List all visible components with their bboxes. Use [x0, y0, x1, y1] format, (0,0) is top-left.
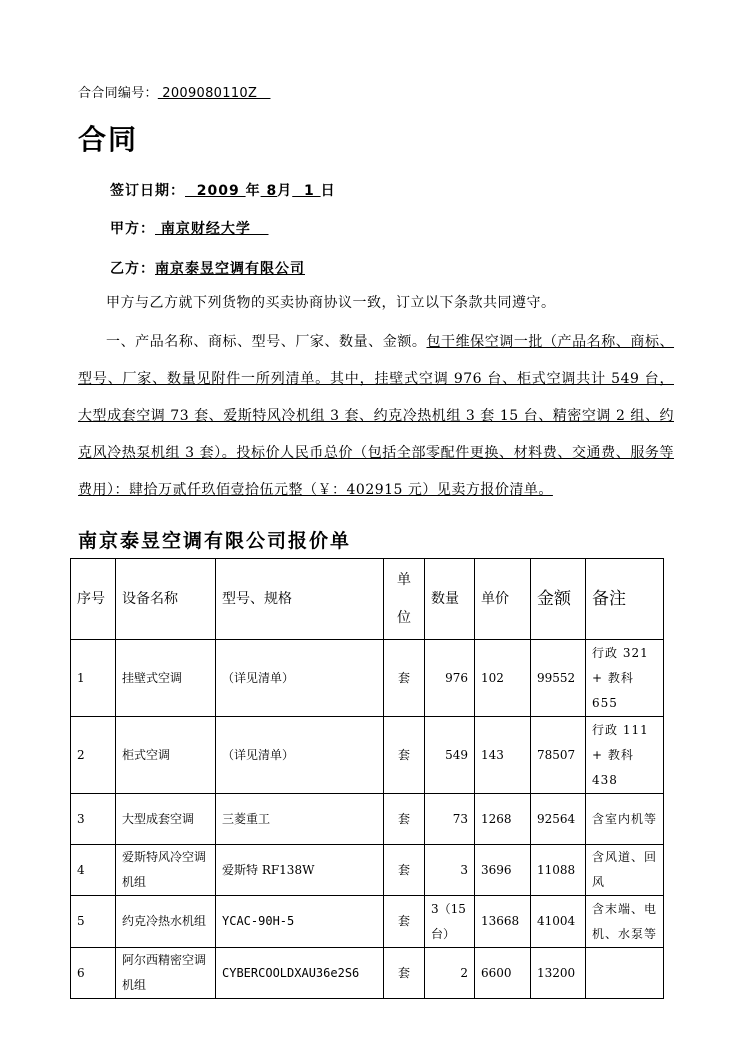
- table-row: [71, 717, 664, 794]
- table-row: [71, 794, 664, 845]
- header-name: 设备名称: [116, 559, 216, 640]
- row-no: 5: [71, 896, 116, 948]
- header-model: 型号、规格: [216, 559, 384, 640]
- row-no: 1: [71, 640, 116, 717]
- sign-date-day-unit: 日: [320, 183, 336, 199]
- header-no: 序号: [71, 559, 116, 640]
- intro-paragraph: 甲方与乙方就下列货物的买卖协商协议一致，订立以下条款共同遵守。: [106, 295, 556, 311]
- party-b-value: 南京泰昱空调有限公司: [155, 261, 305, 277]
- header-amount: 金额: [531, 559, 586, 640]
- row-unit: 套: [384, 794, 425, 845]
- row-note: 行政 111 + 教科 438: [586, 717, 664, 794]
- party-b: [110, 258, 305, 278]
- quote-table: [70, 558, 664, 999]
- row-name: 柜式空调: [116, 717, 216, 794]
- party-a-label: 甲方：: [110, 221, 155, 237]
- row-unit: 套: [384, 845, 425, 896]
- sign-date-year: 2009: [185, 183, 246, 199]
- header-price: 单价: [475, 559, 531, 640]
- header-unit-a: 单: [397, 572, 411, 588]
- row-model: （详见清单）: [216, 717, 384, 794]
- header-unit: [384, 559, 425, 640]
- row-amount: 11088: [531, 845, 586, 896]
- contract-number-label: 合合同编号：: [78, 86, 158, 101]
- row-name: 大型成套空调: [116, 794, 216, 845]
- row-note: 含风道、回风: [586, 845, 664, 896]
- row-price: 6600: [475, 948, 531, 999]
- row-name: 约克冷热水机组: [116, 896, 216, 948]
- header-qty: 数量: [425, 559, 475, 640]
- quote-title: 南京泰昱空调有限公司报价单: [78, 530, 352, 552]
- row-no: 3: [71, 794, 116, 845]
- row-price: 13668: [475, 896, 531, 948]
- row-unit: 套: [384, 640, 425, 717]
- sign-date-year-unit: 年: [245, 183, 261, 199]
- row-note: 含室内机等: [586, 794, 664, 845]
- row-model: 爱斯特 RF138W: [216, 845, 384, 896]
- row-amount: 41004: [531, 896, 586, 948]
- table-header-row: [71, 559, 664, 640]
- header-note: 备注: [586, 559, 664, 640]
- row-name: 挂壁式空调: [116, 640, 216, 717]
- sign-date: [110, 180, 336, 200]
- sign-date-month-unit: 月: [277, 183, 293, 199]
- row-note: 含末端、电机、水泵等: [586, 896, 664, 948]
- row-price: 3696: [475, 845, 531, 896]
- row-model: YCAC-90H-5: [216, 896, 384, 948]
- row-note: [586, 948, 664, 999]
- table-row: [71, 640, 664, 717]
- header-unit-b: 位: [397, 610, 411, 626]
- row-price: 1268: [475, 794, 531, 845]
- row-no: 2: [71, 717, 116, 794]
- row-unit: 套: [384, 717, 425, 794]
- row-amount: 92564: [531, 794, 586, 845]
- row-no: 4: [71, 845, 116, 896]
- sign-date-label: 签订日期：: [110, 183, 185, 199]
- table-row: [71, 896, 664, 948]
- sign-date-day: 1: [292, 183, 321, 199]
- contract-number-value: 2009080110Z: [157, 86, 271, 101]
- row-name: 阿尔西精密空调机组: [116, 948, 216, 999]
- row-unit: 套: [384, 948, 425, 999]
- row-price: 102: [475, 640, 531, 717]
- contract-number: [78, 82, 270, 101]
- sign-date-month: 8: [260, 183, 278, 199]
- row-amount: 78507: [531, 717, 586, 794]
- clause-1-lead: 一、产品名称、商标、型号、厂家、数量、金额。: [106, 334, 427, 350]
- row-note: 行政 321 + 教科 655: [586, 640, 664, 717]
- table-row: [71, 845, 664, 896]
- party-b-label: 乙方：: [110, 261, 155, 277]
- party-a-value: 南京财经大学: [155, 221, 269, 237]
- row-qty: 549: [425, 717, 475, 794]
- row-qty: 73: [425, 794, 475, 845]
- row-model: CYBERCOOLDXAU36e2S6: [216, 948, 384, 999]
- row-model: （详见清单）: [216, 640, 384, 717]
- clause-1: [78, 324, 674, 509]
- row-qty: 2: [425, 948, 475, 999]
- clause-1-body: 包干维保空调一批（产品名称、商标、型号、厂家、数量见附件一所列清单。其中，挂壁式空调 976 台、柜式空调共计 549 台，大型成套空调 73 套、爱斯特风冷机组 3 套、约克冷热机组 3 套 15 台、精密空调 2 组、约克风冷热泵机组 3 套）。投标价人民币总价（包括全部零配件更换、材料费、交通费、服务等费用）：肆拾万贰仟玖佰壹拾伍元整（￥：402915 元）见卖方报价清单。: [78, 334, 675, 498]
- document-title: 合同: [78, 123, 139, 156]
- row-price: 143: [475, 717, 531, 794]
- party-a: [110, 218, 269, 238]
- row-qty: 3: [425, 845, 475, 896]
- row-model: 三菱重工: [216, 794, 384, 845]
- row-qty: 976: [425, 640, 475, 717]
- row-no: 6: [71, 948, 116, 999]
- row-amount: 99552: [531, 640, 586, 717]
- row-name: 爱斯特风冷空调机组: [116, 845, 216, 896]
- row-amount: 13200: [531, 948, 586, 999]
- row-unit: 套: [384, 896, 425, 948]
- table-row: [71, 948, 664, 999]
- row-qty: 3（15台）: [425, 896, 475, 948]
